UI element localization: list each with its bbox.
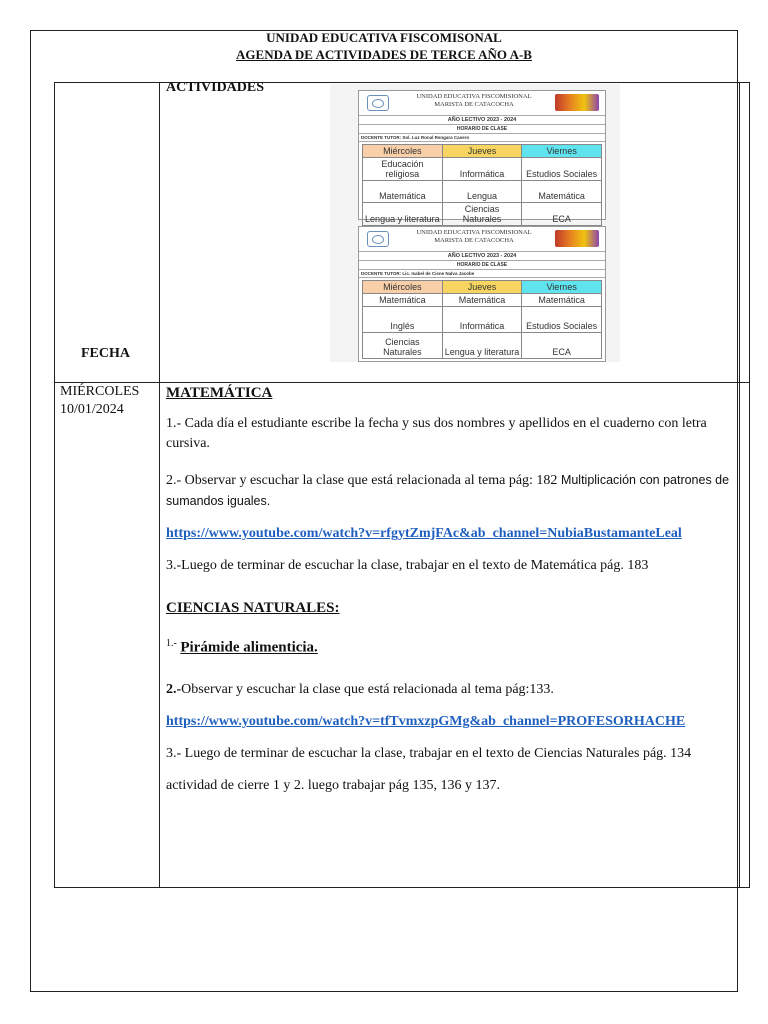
schedule-tutor: DOCENTE TUTOR: Lic. Isabel de Cisne Nalva Jacobe	[359, 270, 605, 278]
schedule-cell: Lengua y literatura	[363, 203, 443, 226]
science-step-1: $^{1.-}$ Pirámide alimenticia.	[166, 638, 318, 656]
column-divider-right	[739, 82, 740, 888]
schedule-year: AÑO LECTIVO 2023 - 2024	[359, 252, 605, 261]
class-schedule-1	[358, 90, 606, 224]
school-title: UNIDAD EDUCATIVA FISCOMISONAL	[266, 30, 502, 45]
schedule-cell: Lengua	[442, 181, 522, 203]
schedule-cell: Ciencias Naturales	[442, 203, 522, 226]
schedule-cell: Estudios Sociales	[522, 158, 602, 181]
schedule-year: AÑO LECTIVO 2023 - 2024	[359, 116, 605, 125]
class-schedule-2	[358, 226, 606, 362]
science-link-row	[166, 712, 734, 732]
science-video-link[interactable]: https://www.youtube.com/watch?v=tfTvmxzpGMg&ab_channel=PROFESORHACHE	[166, 714, 686, 729]
day-header: Jueves	[442, 281, 522, 294]
schedule-table	[362, 144, 602, 226]
schedule-cell: Ciencias Naturales	[363, 333, 443, 359]
school-banner-image	[555, 94, 599, 111]
schedule-subtitle: HORARIO DE CLASE	[359, 125, 605, 134]
schedule-cell: Matemática	[363, 294, 443, 307]
science-title: CIENCIAS NATURALES:	[166, 600, 340, 616]
math-video-link[interactable]: https://www.youtube.com/watch?v=rfgytZmjFAc&ab_channel=NubiaBustamanteLeal	[166, 526, 682, 541]
entry-date: 10/01/2024	[60, 402, 124, 417]
schedule-school-name: UNIDAD EDUCATIVA FISCOMISIONAL MARISTA DE CATACOCHA	[416, 229, 532, 244]
schedule-table	[362, 280, 602, 359]
schedule-cell: ECA	[522, 333, 602, 359]
school-banner-image	[555, 230, 599, 247]
science-step-3: 3.- Luego de terminar de escuchar la clase, trabajar en el texto de Ciencias Naturales pág. 134	[166, 746, 692, 761]
schedule-tutor: DOCENTE TUTOR: Sol. Luz Ronal Rengara Casero	[359, 134, 605, 142]
math-step-3: 3.-Luego de terminar de escuchar la clase, trabajar en el texto de Matemática pág. 183	[166, 558, 649, 573]
schedule-cell: Informática	[442, 307, 522, 333]
entry-day: MIÉRCOLES	[60, 384, 140, 399]
schedule-header	[359, 91, 605, 116]
schedule-cell: Lengua y literatura	[442, 333, 522, 359]
column-divider	[159, 82, 160, 888]
math-step-1: 1.- Cada día el estudiante escribe la fecha y sus dos nombres y apellidos en el cuaderno con letra cursiva.	[166, 416, 707, 451]
date-header: FECHA	[81, 346, 130, 361]
math-title: MATEMÁTICA	[166, 385, 273, 401]
math-link-row	[166, 524, 734, 544]
day-header: Viernes	[522, 145, 602, 158]
day-header: Miércoles	[363, 281, 443, 294]
schedule-cell: Informática	[442, 158, 522, 181]
schedule-cell: ECA	[522, 203, 602, 226]
science-step-4: actividad de cierre 1 y 2. luego trabajar pág 135, 136 y 137.	[166, 778, 500, 793]
schedule-cell: Matemática	[442, 294, 522, 307]
schedule-school-name: UNIDAD EDUCATIVA FISCOMISIONAL MARISTA DE CATACOCHA	[416, 93, 532, 108]
schedule-cell: Matemática	[522, 181, 602, 203]
science-topic: Pirámide alimenticia.	[180, 639, 318, 656]
math-step-2	[166, 470, 734, 512]
school-logo-icon	[367, 231, 389, 247]
schedule-cell: Matemática	[363, 181, 443, 203]
agenda-title: AGENDA DE ACTIVIDADES DE TERCE AÑO A-B	[236, 47, 532, 62]
day-header: Jueves	[442, 145, 522, 158]
schedule-cell: Inglés	[363, 307, 443, 333]
math-step-2-text: 2.- Observar y escuchar la clase que está relacionada al tema pág: 182	[166, 473, 561, 488]
schedule-cell: Matemática	[522, 294, 602, 307]
school-logo-icon	[367, 95, 389, 111]
schedule-cell: Estudios Sociales	[522, 307, 602, 333]
schedule-subtitle: HORARIO DE CLASE	[359, 261, 605, 270]
day-header: Viernes	[522, 281, 602, 294]
math-topic: Multiplicación con patrones de sumandos iguales.	[166, 473, 730, 508]
day-header: Miércoles	[363, 145, 443, 158]
activities-header: ACTIVIDADES	[166, 80, 265, 95]
science-step-2: 2.-Observar y escuchar la clase que está relacionada al tema pág:133.	[166, 682, 554, 697]
schedule-header	[359, 227, 605, 252]
schedule-cell: Educación religiosa	[363, 158, 443, 181]
